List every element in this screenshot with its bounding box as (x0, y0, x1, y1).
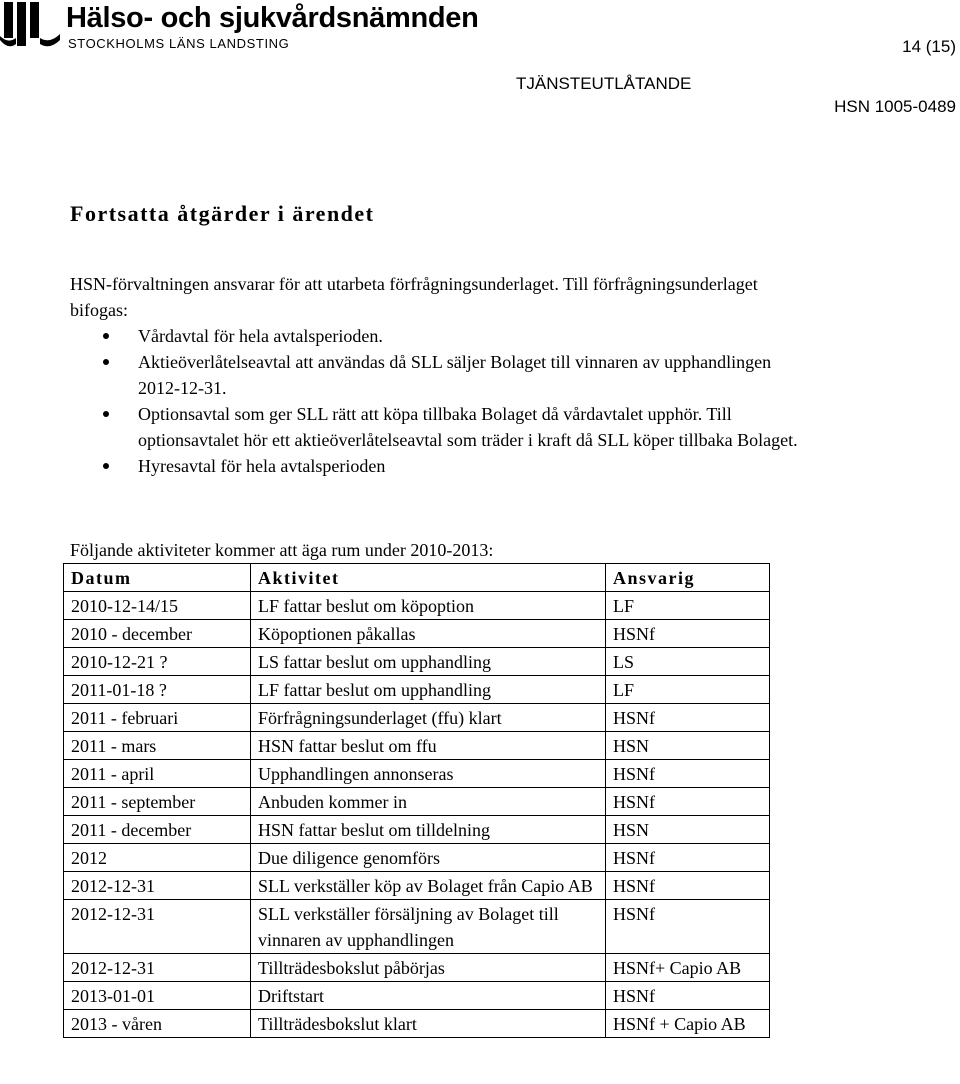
document-type: TJÄNSTEUTLÅTANDE (516, 74, 692, 93)
table-row (64, 620, 770, 648)
table-row (64, 592, 770, 620)
table-row (64, 676, 770, 704)
cell-activity: LF fattar beslut om köpoption (251, 592, 606, 620)
cell-date: 2011-01-18 ? (64, 676, 251, 704)
cell-activity: Anbuden kommer in (251, 788, 606, 816)
column-header-ansvarig: Ansvarig (606, 564, 770, 592)
table-row (64, 844, 770, 872)
cell-date: 2011 - december (64, 816, 251, 844)
cell-date: 2011 - september (64, 788, 251, 816)
cell-activity: HSN fattar beslut om tilldelning (251, 816, 606, 844)
table-row (64, 1010, 770, 1038)
cell-date: 2011 - april (64, 760, 251, 788)
cell-activity: LF fattar beslut om upphandling (251, 676, 606, 704)
column-header-datum: Datum (64, 564, 251, 592)
organization-name: Hälso- och sjukvårdsnämnden (66, 2, 479, 34)
table-intro: Följande aktiviteter kommer att äga rum under 2010-2013: (70, 540, 494, 560)
cell-responsible: HSNf (606, 760, 770, 788)
cell-date: 2013-01-01 (64, 982, 251, 1010)
table-row (64, 900, 770, 954)
cell-activity: Driftstart (251, 982, 606, 1010)
list-item: Hyresavtal för hela avtalsperioden (70, 453, 810, 479)
list-item: Vårdavtal för hela avtalsperioden. (70, 323, 810, 349)
cell-responsible: HSNf (606, 704, 770, 732)
cell-responsible: HSNf (606, 620, 770, 648)
table-row (64, 954, 770, 982)
intro-paragraph: HSN-förvaltningen ansvarar för att utarbeta förfrågningsunderlaget. Till förfrågningsunderlaget bifogas: (70, 274, 758, 320)
cell-activity: LS fattar beslut om upphandling (251, 648, 606, 676)
cell-activity: SLL verkställer köp av Bolaget från Capio AB (251, 872, 606, 900)
cell-date: 2011 - mars (64, 732, 251, 760)
cell-activity: Tillträdesbokslut klart (251, 1010, 606, 1038)
table-row (64, 788, 770, 816)
cell-responsible: HSNf (606, 788, 770, 816)
cell-activity: Förfrågningsunderlaget (ffu) klart (251, 704, 606, 732)
document-reference: HSN 1005-0489 (834, 97, 956, 116)
list-item: Aktieöverlåtelseavtal att användas då SLL säljer Bolaget till vinnaren av upphandlingen 2012-12-31. (70, 349, 810, 401)
cell-responsible: HSNf (606, 982, 770, 1010)
cell-date: 2011 - februari (64, 704, 251, 732)
list-item: Optionsavtal som ger SLL rätt att köpa tillbaka Bolaget då vårdavtalet upphör. Till optionsavtalet hör ett aktieöverlåtelseavtal som träder i kraft då SLL köper tillbaka Bolaget. (70, 401, 810, 453)
cell-responsible: HSNf + Capio AB (606, 1010, 770, 1038)
table-row (64, 982, 770, 1010)
table-row (64, 732, 770, 760)
header-logo (0, 0, 480, 56)
table-row (64, 704, 770, 732)
page-number: 14 (15) (902, 37, 956, 56)
cell-responsible: HSN (606, 732, 770, 760)
cell-date: 2012-12-31 (64, 900, 251, 954)
cell-responsible: LF (606, 592, 770, 620)
table-row (64, 872, 770, 900)
cell-activity: Köpoptionen påkallas (251, 620, 606, 648)
cell-responsible: HSNf (606, 844, 770, 872)
landsting-logo-icon (0, 0, 64, 52)
cell-date: 2013 - våren (64, 1010, 251, 1038)
cell-activity: Due diligence genomförs (251, 844, 606, 872)
table-row (64, 648, 770, 676)
table-row (64, 816, 770, 844)
cell-date: 2012-12-31 (64, 872, 251, 900)
cell-activity: Upphandlingen annonseras (251, 760, 606, 788)
table-row (64, 760, 770, 788)
cell-responsible: HSN (606, 816, 770, 844)
cell-date: 2010 - december (64, 620, 251, 648)
cell-responsible: HSNf (606, 900, 770, 954)
activity-table (63, 563, 770, 1038)
section-title: Fortsatta åtgärder i ärendet (70, 201, 375, 226)
table-header-row (64, 564, 770, 592)
cell-responsible: HSNf (606, 872, 770, 900)
cell-date: 2012-12-31 (64, 954, 251, 982)
cell-responsible: LF (606, 676, 770, 704)
cell-responsible: HSNf+ Capio AB (606, 954, 770, 982)
cell-activity: SLL verkställer försäljning av Bolaget till vinnaren av upphandlingen (251, 900, 606, 954)
cell-date: 2010-12-14/15 (64, 592, 251, 620)
cell-date: 2010-12-21 ? (64, 648, 251, 676)
county-name: STOCKHOLMS LÄNS LANDSTING (68, 36, 290, 51)
cell-responsible: LS (606, 648, 770, 676)
attachment-list (70, 323, 810, 479)
cell-date: 2012 (64, 844, 251, 872)
cell-activity: Tillträdesbokslut påbörjas (251, 954, 606, 982)
column-header-aktivitet: Aktivitet (251, 564, 606, 592)
cell-activity: HSN fattar beslut om ffu (251, 732, 606, 760)
